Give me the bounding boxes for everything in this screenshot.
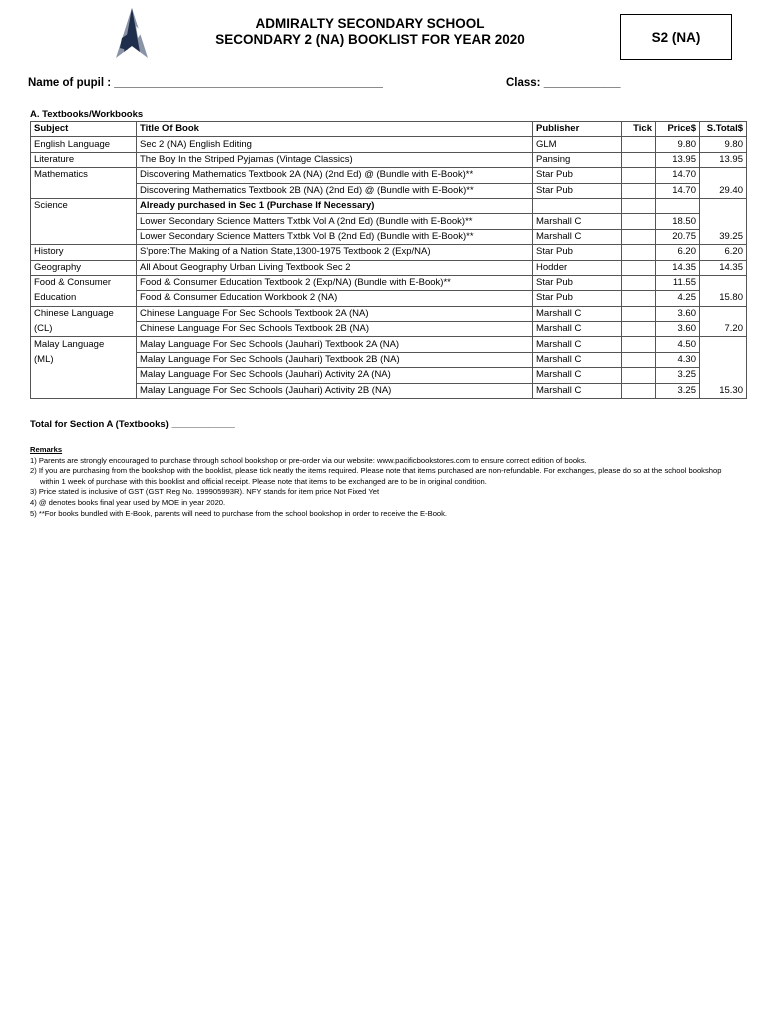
cell-price: 14.70 <box>656 183 700 198</box>
cell-subtotal <box>700 337 747 352</box>
table-row <box>31 214 747 229</box>
cell-subject: Chinese Language <box>31 306 137 321</box>
class-field[interactable] <box>506 77 620 89</box>
cell-title: The Boy In the Striped Pyjamas (Vintage Classics) <box>137 152 533 167</box>
cell-subtotal: 15.30 <box>700 383 747 398</box>
cell-subject: Food & Consumer <box>31 275 137 290</box>
cell-title: Chinese Language For Sec Schools Textbook 2A (NA) <box>137 306 533 321</box>
cell-price: 3.25 <box>656 383 700 398</box>
tick-box[interactable] <box>622 306 656 321</box>
cell-subject: (ML) <box>31 352 137 367</box>
school-logo <box>114 8 150 60</box>
remarks-block <box>30 445 740 519</box>
tick-box[interactable] <box>622 352 656 367</box>
cell-subject <box>31 183 137 198</box>
cell-subtotal: 9.80 <box>700 137 747 152</box>
cell-subtotal: 39.25 <box>700 229 747 244</box>
cell-publisher: Hodder <box>533 260 622 275</box>
cell-publisher: Marshall C <box>533 383 622 398</box>
cell-price: 14.70 <box>656 168 700 183</box>
section-a-total: Total for Section A (Textbooks) ____________ <box>30 419 235 430</box>
cell-subtotal <box>700 306 747 321</box>
tick-box[interactable] <box>622 214 656 229</box>
header-publisher: Publisher <box>533 122 622 137</box>
cell-title: Malay Language For Sec Schools (Jauhari) Activity 2B (NA) <box>137 383 533 398</box>
cell-price: 18.50 <box>656 214 700 229</box>
cell-title: All About Geography Urban Living Textbook Sec 2 <box>137 260 533 275</box>
header-subtotal: S.Total$ <box>700 122 747 137</box>
cell-publisher: Marshall C <box>533 322 622 337</box>
table-row <box>31 275 747 290</box>
cell-price: 3.60 <box>656 306 700 321</box>
class-label: Class: <box>506 77 541 89</box>
pupil-name-blank[interactable]: __________________________________________ <box>114 77 383 89</box>
table-row <box>31 291 747 306</box>
cell-publisher: GLM <box>533 137 622 152</box>
cell-subtotal: 13.95 <box>700 152 747 167</box>
cell-subtotal <box>700 352 747 367</box>
cell-price: 4.50 <box>656 337 700 352</box>
table-row <box>31 198 747 213</box>
cell-subtotal: 29.40 <box>700 183 747 198</box>
tick-box[interactable] <box>622 198 656 213</box>
tick-box[interactable] <box>622 152 656 167</box>
cell-title: Lower Secondary Science Matters Txtbk Vol B (2nd Ed) (Bundle with E-Book)** <box>137 229 533 244</box>
booklist-body <box>31 137 747 399</box>
cell-subject: Mathematics <box>31 168 137 183</box>
cell-publisher: Marshall C <box>533 214 622 229</box>
cell-title: Lower Secondary Science Matters Txtbk Vol A (2nd Ed) (Bundle with E-Book)** <box>137 214 533 229</box>
cell-publisher: Star Pub <box>533 245 622 260</box>
header-subject: Subject <box>31 122 137 137</box>
remark-item: 2) If you are purchasing from the bookshop with the booklist, please tick neatly the items required. Please note that items purchased are non-refundable. For exchanges, please do so at the school bookshop within 1 week of purchase with this booklist and official receipt. Please note that items to be exchanged are to be in original condition. <box>30 466 722 486</box>
cell-price: 6.20 <box>656 245 700 260</box>
pupil-name-field[interactable] <box>28 77 383 89</box>
tick-box[interactable] <box>622 383 656 398</box>
remarks-heading: Remarks <box>30 445 63 454</box>
cell-publisher: Star Pub <box>533 168 622 183</box>
cell-publisher: Marshall C <box>533 352 622 367</box>
booklist-table <box>30 121 747 399</box>
pupil-name-label: Name of pupil : <box>28 77 112 89</box>
cell-subject: History <box>31 245 137 260</box>
cell-subject: Literature <box>31 152 137 167</box>
cell-title: Discovering Mathematics Textbook 2A (NA) (2nd Ed) @ (Bundle with E-Book)** <box>137 168 533 183</box>
cell-title: Chinese Language For Sec Schools Textbook 2B (NA) <box>137 322 533 337</box>
cell-publisher: Marshall C <box>533 229 622 244</box>
cell-price: 3.25 <box>656 368 700 383</box>
tick-box[interactable] <box>622 245 656 260</box>
cell-price: 9.80 <box>656 137 700 152</box>
tick-box[interactable] <box>622 229 656 244</box>
table-row <box>31 245 747 260</box>
remark-item: 4) @ denotes books final year used by MOE in year 2020. <box>30 497 226 507</box>
cell-subject: (CL) <box>31 322 137 337</box>
cell-publisher <box>533 198 622 213</box>
cell-publisher: Pansing <box>533 152 622 167</box>
cell-price <box>656 198 700 213</box>
cell-price: 3.60 <box>656 322 700 337</box>
cell-subject <box>31 229 137 244</box>
cell-subject: Geography <box>31 260 137 275</box>
cell-publisher: Marshall C <box>533 368 622 383</box>
cell-title: Malay Language For Sec Schools (Jauhari) Textbook 2A (NA) <box>137 337 533 352</box>
document-title <box>160 16 580 48</box>
cell-title: Discovering Mathematics Textbook 2B (NA) (2nd Ed) @ (Bundle with E-Book)** <box>137 183 533 198</box>
tick-box[interactable] <box>622 322 656 337</box>
cell-title: Food & Consumer Education Workbook 2 (NA) <box>137 291 533 306</box>
cell-title: Malay Language For Sec Schools (Jauhari) Activity 2A (NA) <box>137 368 533 383</box>
cell-subtotal <box>700 198 747 213</box>
cell-subtotal <box>700 214 747 229</box>
tick-box[interactable] <box>622 275 656 290</box>
remark-item: 3) Price stated is inclusive of GST (GST Reg No. 199905993R). NFY stands for item price Not Fixed Yet <box>30 487 380 497</box>
table-row <box>31 229 747 244</box>
table-row <box>31 152 747 167</box>
tick-box[interactable] <box>622 168 656 183</box>
table-row <box>31 168 747 183</box>
cell-subject: English Language <box>31 137 137 152</box>
header-tick: Tick <box>622 122 656 137</box>
tick-box[interactable] <box>622 137 656 152</box>
cell-subtotal <box>700 168 747 183</box>
tick-box[interactable] <box>622 291 656 306</box>
cell-title: Malay Language For Sec Schools (Jauhari) Textbook 2B (NA) <box>137 352 533 367</box>
cell-publisher: Star Pub <box>533 183 622 198</box>
cell-price: 4.30 <box>656 352 700 367</box>
cell-subject <box>31 214 137 229</box>
class-blank[interactable]: ____________ <box>543 77 621 89</box>
table-row <box>31 306 747 321</box>
cell-publisher: Star Pub <box>533 275 622 290</box>
table-row <box>31 383 747 398</box>
cell-publisher: Marshall C <box>533 306 622 321</box>
cell-subtotal <box>700 368 747 383</box>
cell-subject: Science <box>31 198 137 213</box>
cell-subtotal <box>700 275 747 290</box>
tick-box[interactable] <box>622 368 656 383</box>
cell-subtotal: 6.20 <box>700 245 747 260</box>
tick-box[interactable] <box>622 183 656 198</box>
remark-item: 5) **For books bundled with E-Book, parents will need to purchase from the school bookshop in order to receive the E-Book. <box>30 508 448 518</box>
cell-price: 11.55 <box>656 275 700 290</box>
level-code: S2 (NA) <box>651 29 701 45</box>
table-row <box>31 337 747 352</box>
cell-subject: Malay Language <box>31 337 137 352</box>
cell-title: Already purchased in Sec 1 (Purchase If Necessary) <box>137 198 533 213</box>
cell-title: S'pore:The Making of a Nation State,1300-1975 Textbook 2 (Exp/NA) <box>137 245 533 260</box>
school-name: ADMIRALTY SECONDARY SCHOOL <box>255 16 485 31</box>
booklist-subtitle: SECONDARY 2 (NA) BOOKLIST FOR YEAR 2020 <box>215 32 525 47</box>
header-title: Title Of Book <box>137 122 533 137</box>
cell-publisher: Marshall C <box>533 337 622 352</box>
cell-subtotal: 14.35 <box>700 260 747 275</box>
table-row <box>31 368 747 383</box>
cell-subtotal: 15.80 <box>700 291 747 306</box>
cell-price: 4.25 <box>656 291 700 306</box>
cell-subject <box>31 383 137 398</box>
cell-price: 20.75 <box>656 229 700 244</box>
table-row <box>31 183 747 198</box>
section-a-title: A. Textbooks/Workbooks <box>30 109 144 120</box>
header-price: Price$ <box>656 122 700 137</box>
remark-item: 1) Parents are strongly encouraged to purchase through school bookshop or pre-order via our website: www.pacificbookstores.com to ensure correct edition of books. <box>30 455 587 465</box>
cell-price: 14.35 <box>656 260 700 275</box>
table-row <box>31 137 747 152</box>
tick-box[interactable] <box>622 337 656 352</box>
table-row <box>31 352 747 367</box>
level-code-box <box>620 14 732 60</box>
cell-title: Food & Consumer Education Textbook 2 (Exp/NA) (Bundle with E-Book)** <box>137 275 533 290</box>
cell-price: 13.95 <box>656 152 700 167</box>
table-header-row <box>31 122 747 137</box>
cell-subject: Education <box>31 291 137 306</box>
table-row <box>31 322 747 337</box>
cell-subject <box>31 368 137 383</box>
cell-publisher: Star Pub <box>533 291 622 306</box>
tick-box[interactable] <box>622 260 656 275</box>
table-row <box>31 260 747 275</box>
cell-subtotal: 7.20 <box>700 322 747 337</box>
cell-title: Sec 2 (NA) English Editing <box>137 137 533 152</box>
